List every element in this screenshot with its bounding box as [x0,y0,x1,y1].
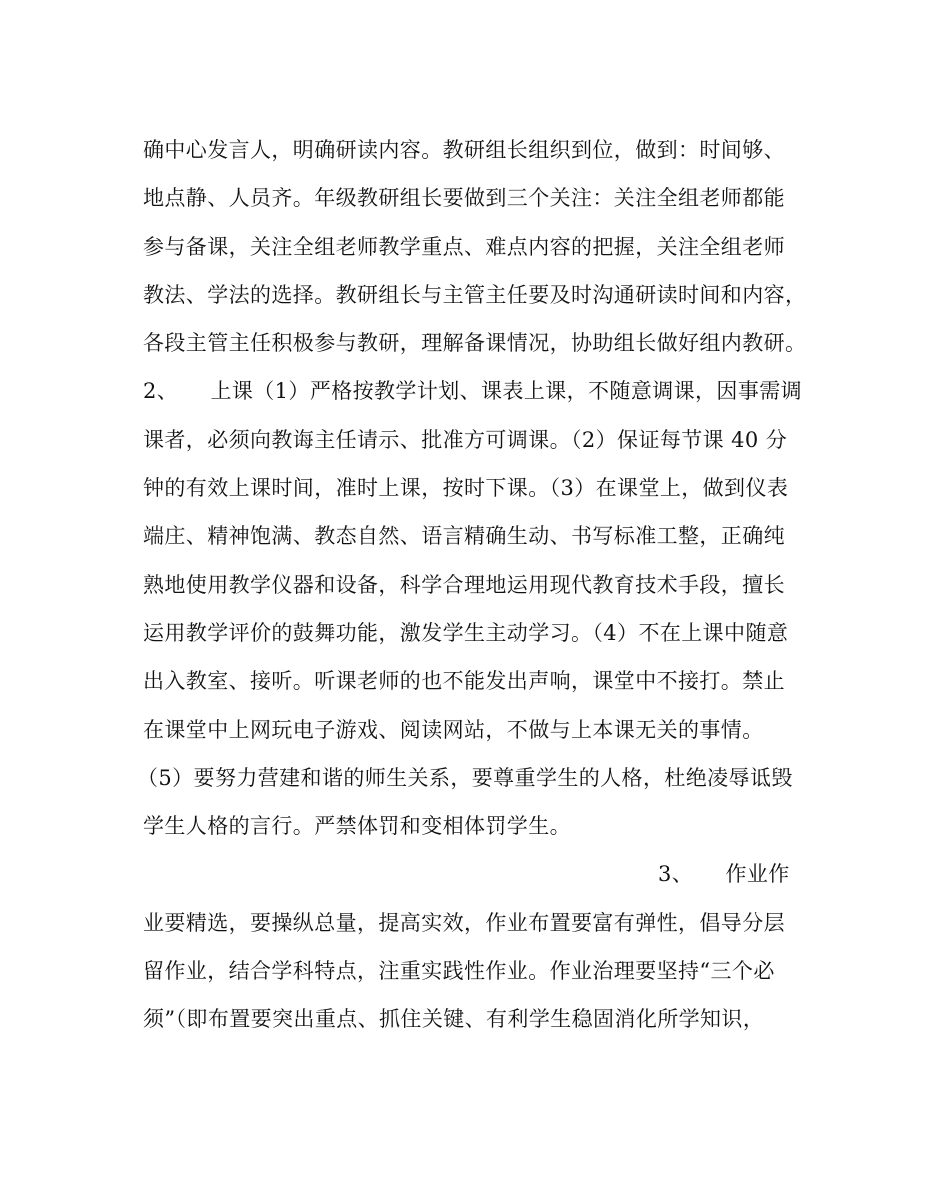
text-line: 2、 上课（1）严格按教学计划、课表上课，不随意调课，因事需调 [143,379,803,404]
text-line: 课者，必须向教诲主任请示、批准方可调课。（2）保证每节课 40 分 [143,427,788,452]
text-line: 在课堂中上网玩电子游戏、阅读网站，不做与上本课无关的事情。 [143,717,764,742]
text-line: 地点静、人员齐。年级教研组长要做到三个关注：关注全组老师都能 [143,186,785,211]
text-line: 各段主管主任积极参与教研，理解备课情况，协助组长做好组内教研。 [143,331,807,356]
text-line: 端庄、精神饱满、教态自然、语言精确生动、书写标准工整，正确纯 [143,524,785,549]
text-line: 学生人格的言行。严禁体罚和变相体罚学生。 [143,814,571,839]
text-line: （5）要努力营建和谐的师生关系，要尊重学生的人格，杜绝凌辱诋毁 [137,765,793,790]
text-line: 运用教学评价的鼓舞功能，激发学生主动学习。（4）不在上课中随意 [143,620,789,645]
text-line: 须”（即布置要突出重点、抓住关键、有利学生稳固消化所学知识， [143,1007,765,1032]
text-line: 参与备课，关注全组老师教学重点、难点内容的把握，关注全组老师 [143,234,785,259]
section-heading-3: 3、 作业作 [658,862,790,887]
text-line: 留作业，结合学科特点，注重实践性作业。作业治理要坚持“三个必 [143,959,775,984]
text-line: 出入教室、接听。听课老师的也不能发出声响，课堂中不接打。禁止 [143,669,785,694]
text-line: 熟地使用教学仪器和设备，科学合理地运用现代教育技术手段，擅长 [143,572,785,597]
document-body [137,126,813,1044]
text-line: 钟的有效上课时间，准时上课，按时下课。（3）在课堂上，做到仪表 [143,476,789,501]
text-line: 教法、学法的选择。教研组长与主管主任要及时沟通研读时间和内容， [143,282,807,307]
text-line: 确中心发言人，明确研读内容。教研组长组织到位，做到：时间够、 [143,138,785,162]
text-line: 业要精选，要操纵总量，提高实效，作业布置要富有弹性，倡导分层 [143,910,785,935]
